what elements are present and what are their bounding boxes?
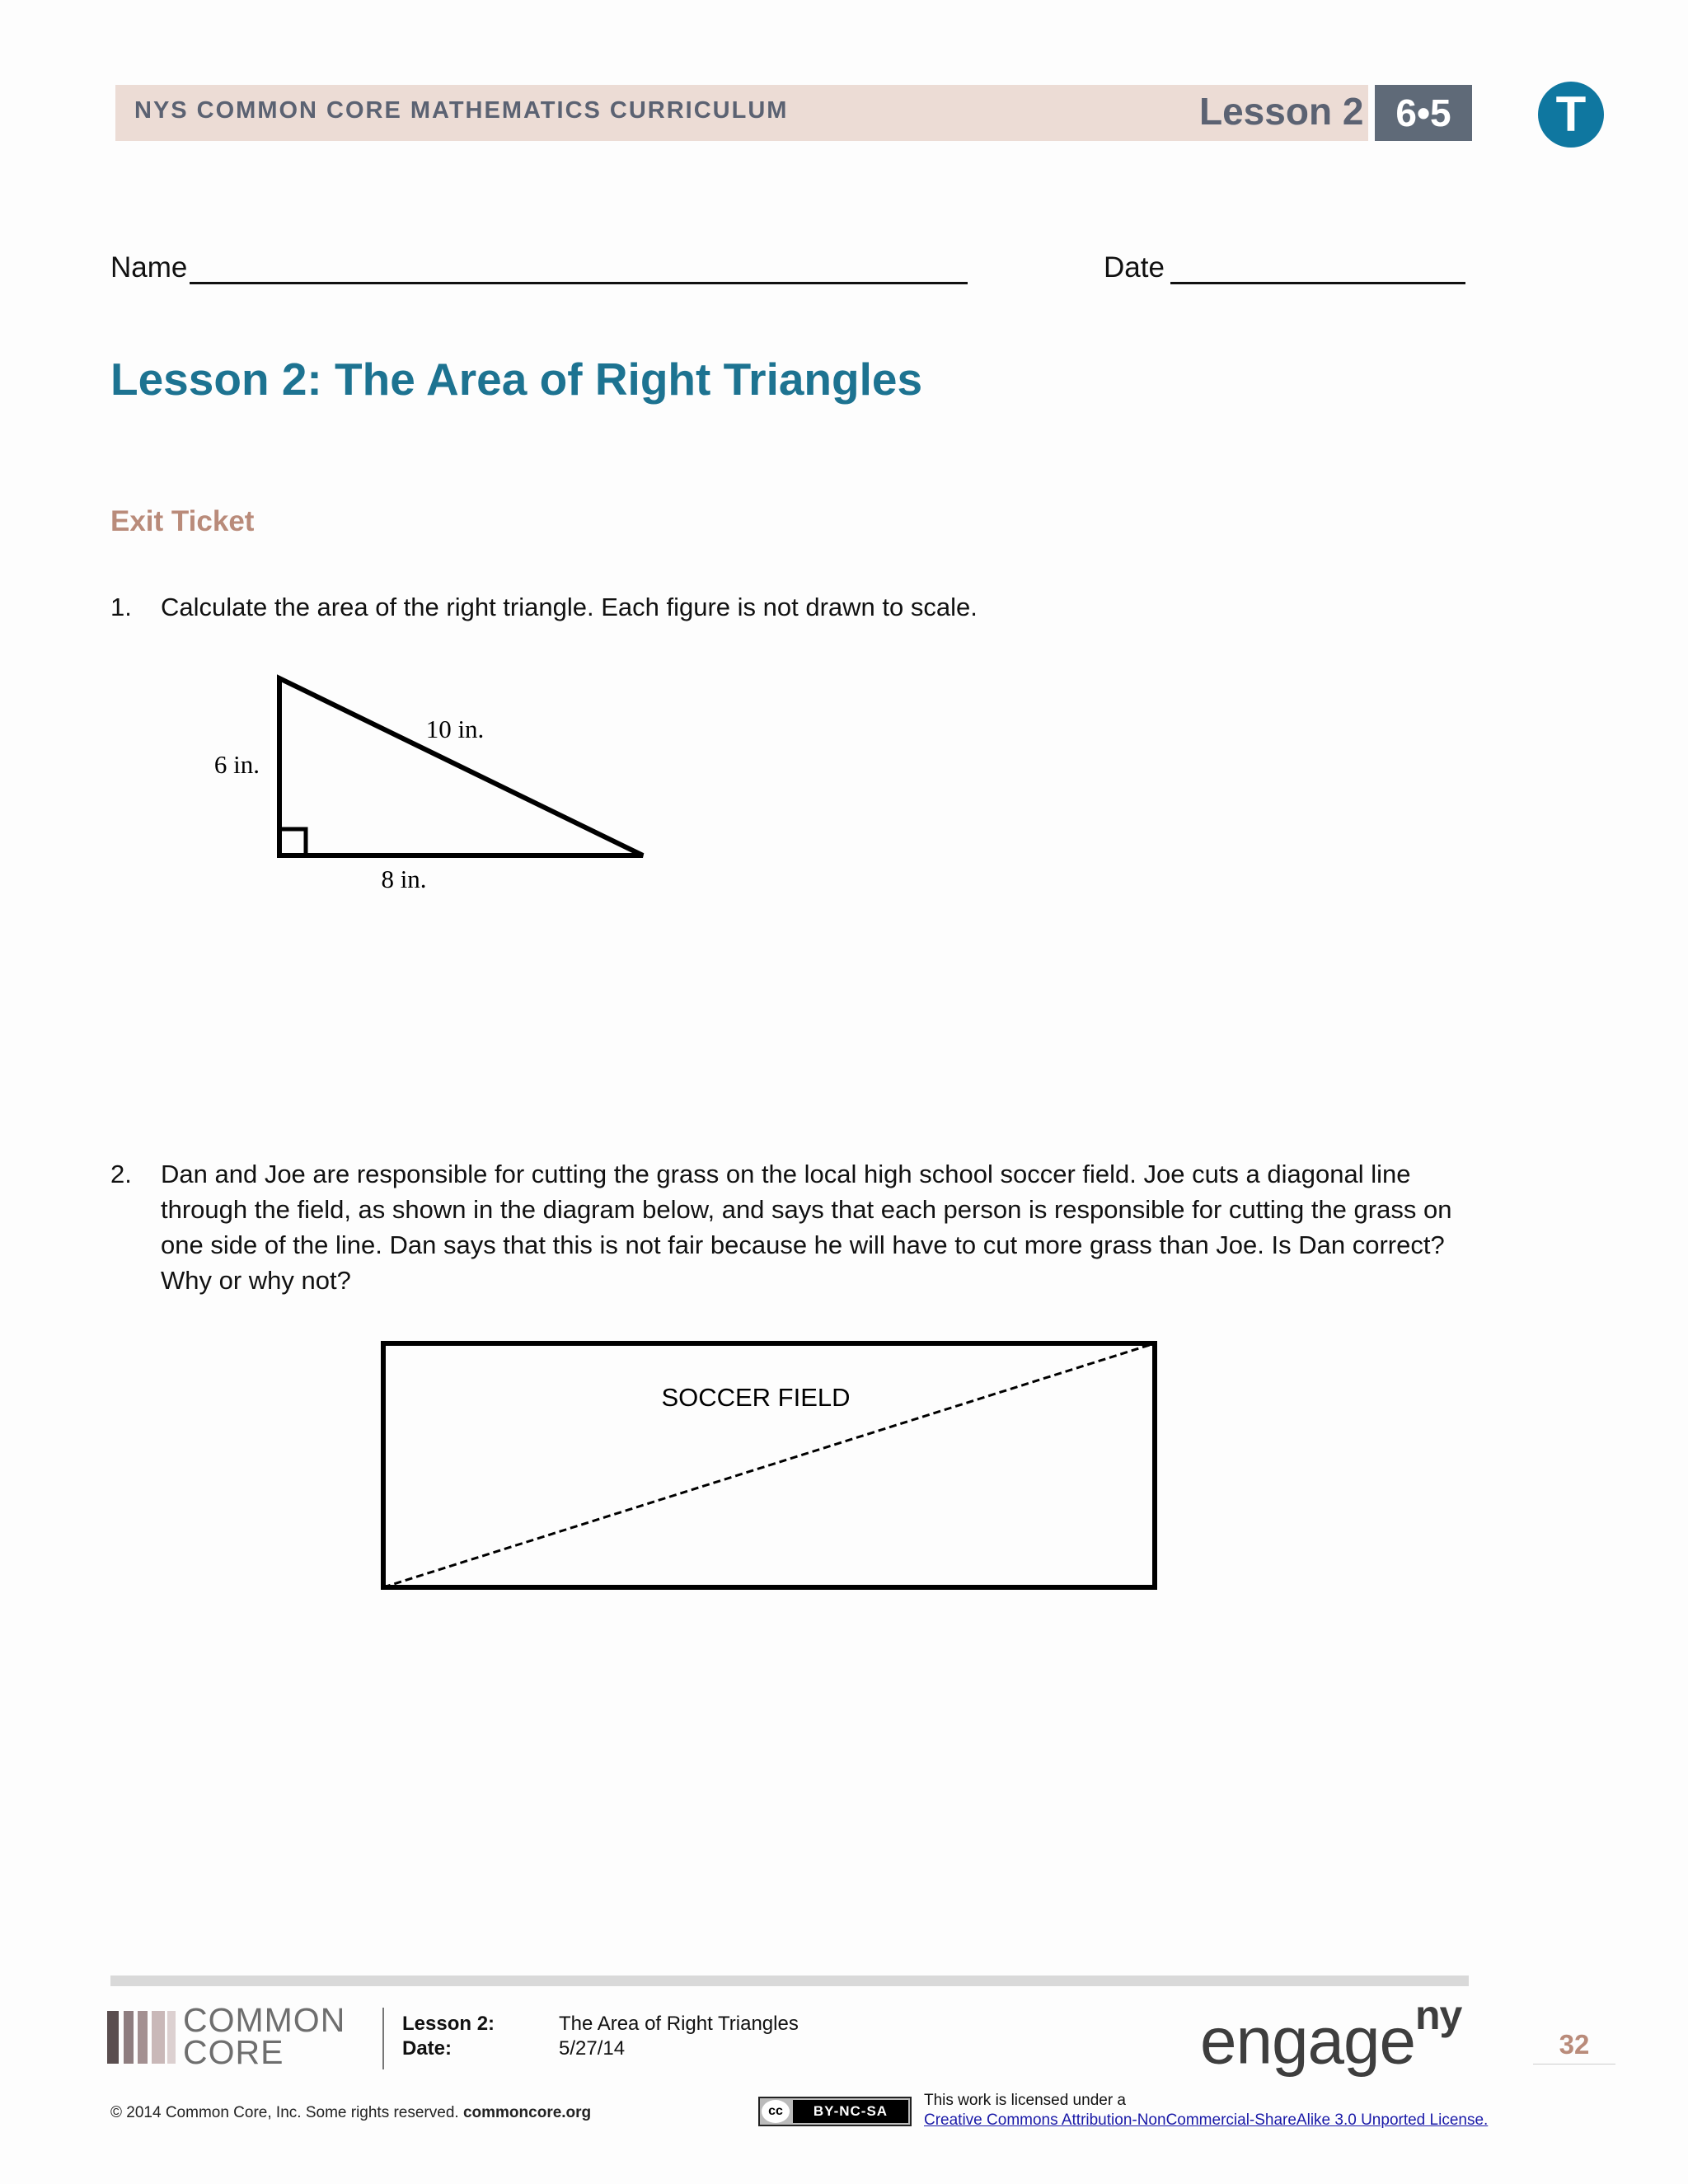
question-2-line: one side of the line. Dan says that this is not fair because he will have to cut more grass than Joe. Is Dan correct?: [161, 1230, 1445, 1259]
logo-bar: [152, 2011, 165, 2064]
right-triangle-figure: [198, 659, 692, 907]
date-label: Date: [1104, 251, 1165, 284]
logo-bar: [167, 2011, 176, 2064]
soccer-field-label: SOCCER FIELD: [661, 1383, 851, 1412]
footer-lesson-label: Lesson 2:: [402, 2013, 495, 2035]
question-2-text: [161, 1156, 1451, 1298]
common-core-logo-icon: [107, 2011, 119, 2064]
license-link[interactable]: Creative Commons Attribution-NonCommercial-ShareAlike 3.0 Unported License.: [924, 2111, 1489, 2129]
copyright-prefix: © 2014 Common Core, Inc. Some rights reserved.: [110, 2104, 459, 2121]
engageny-logo: [1200, 1992, 1462, 2079]
logo-line-2: CORE: [183, 2033, 284, 2071]
footer-date-label: Date:: [402, 2037, 452, 2060]
name-label: Name: [110, 251, 188, 284]
question-1-number: 1.: [110, 593, 132, 621]
license-text: This work is licensed under a: [924, 2092, 1126, 2109]
copyright-text: [110, 2104, 591, 2122]
cc-circle: cc: [762, 2100, 790, 2123]
footer-divider: [382, 2008, 384, 2069]
question-2-line: Dan and Joe are responsible for cutting the grass on the local high school soccer field. Joe cuts a diagonal line: [161, 1160, 1411, 1188]
common-core-logo-text: [183, 2001, 346, 2071]
logo-line-1: COMMON: [183, 2001, 346, 2039]
footer-date-value: 5/27/14: [559, 2037, 626, 2060]
curriculum-title: NYS COMMON CORE MATHEMATICS CURRICULUM: [134, 97, 789, 124]
base-label: 8 in.: [381, 865, 427, 893]
teacher-badge-icon: T: [1538, 82, 1604, 148]
creative-commons-badge-icon: [758, 2097, 912, 2126]
page-title: Lesson 2: The Area of Right Triangles: [110, 354, 923, 405]
name-field[interactable]: [190, 282, 968, 284]
date-field[interactable]: [1170, 282, 1465, 284]
footer-rule: [110, 1975, 1469, 1986]
lesson-label: Lesson 2: [1199, 90, 1364, 133]
footer-lesson-value: The Area of Right Triangles: [559, 2013, 799, 2035]
logo-bar: [124, 2011, 134, 2064]
cc-badge-label: BY-NC-SA: [793, 2100, 908, 2123]
side-left-label: 6 in.: [213, 750, 260, 779]
soccer-field-figure: [375, 1335, 1166, 1599]
hypotenuse-label: 10 in.: [425, 715, 485, 743]
question-2-number: 2.: [110, 1160, 132, 1188]
triangle-shape: [279, 678, 643, 855]
right-angle-marker: [279, 829, 306, 855]
engage-sup: ny: [1414, 1992, 1462, 2038]
question-1-text: Calculate the area of the right triangle. Each figure is not drawn to scale.: [161, 593, 978, 621]
question-2-line: Why or why not?: [161, 1266, 351, 1295]
engage-text: engage: [1200, 2004, 1415, 2078]
logo-bar: [138, 2011, 148, 2064]
diagonal-dashed-line: [383, 1343, 1155, 1587]
section-heading: Exit Ticket: [110, 505, 255, 537]
grade-module-badge: 6•5: [1375, 85, 1472, 141]
question-2-line: through the field, as shown in the diagram below, and says that each person is responsible for cutting the grass on: [161, 1195, 1452, 1224]
copyright-site: commoncore.org: [462, 2104, 592, 2121]
page-number: 32: [1533, 2029, 1615, 2064]
